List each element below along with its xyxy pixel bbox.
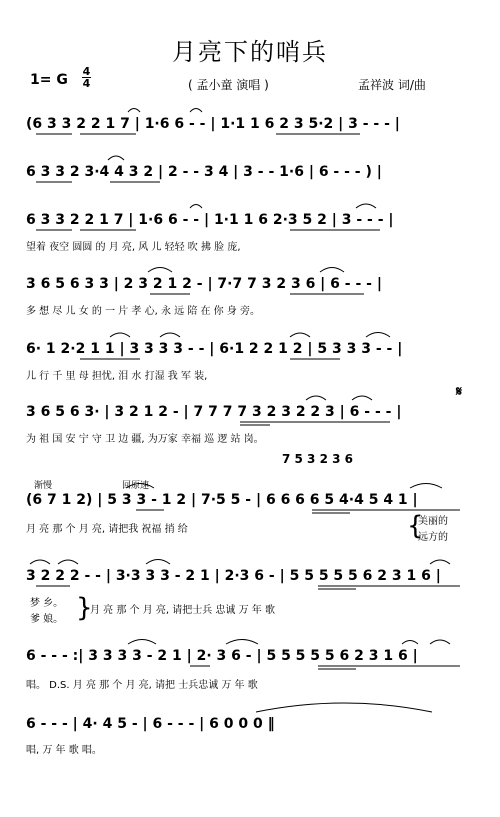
lyric-brace-8: } — [76, 593, 93, 623]
lyric-brace-7: { — [407, 511, 424, 541]
slur-mark — [366, 333, 390, 338]
music-row-2: 6 3 3 2 3·4 4 3 2 | 2 - - 3 4 | 3 - - 1·6 | 6 - - - ) | — [26, 164, 382, 180]
singer-credit: ( 孟小童 演唱 ) — [188, 78, 269, 92]
slur-mark — [410, 484, 442, 489]
alt-lyric-8b: 爹 娘。 — [30, 614, 64, 625]
composer-credit: 孟祥波 词/曲 — [358, 78, 426, 92]
song-title: 月亮下的哨兵 — [172, 38, 328, 66]
music-row-10: 6 - - - | 4· 4 5 - | 6 - - - | 6 0 0 0 ‖ — [26, 716, 275, 732]
alt-lyric-7a: 美丽的 — [418, 516, 448, 527]
music-row-1: (6 3 3 2 2 1 7 | 1·6 6 - - | 1·1 1 6 2 3 5·2 | 3 - - - | — [26, 116, 400, 132]
music-row-5: 6· 1 2·2 1 1 | 3 3 3 3 - - | 6·1 2 2 1 2 | 5 3 3 3 - - | — [26, 341, 403, 357]
lyric-row-8: 月 亮 那 个 月 亮, 请把士兵 忠诚 万 年 歌 — [90, 605, 275, 616]
slur-mark — [126, 484, 154, 489]
slur-mark — [430, 560, 450, 564]
slur-mark — [306, 396, 326, 400]
music-row-3: 6 3 3 2 2 1 7 | 1·6 6 - - | 1·1 1 6 2·3 5 2 | 3 - - - | — [26, 212, 394, 228]
lyric-row-9: 唱。 D.S. 月 亮 那 个 月 亮, 请把 士兵忠诚 万 年 歌 — [26, 680, 258, 691]
slur-mark — [108, 156, 124, 160]
slur-mark — [160, 333, 180, 337]
lyric-row-3: 望着 夜空 圆圆 的 月 亮, 风 儿 轻轻 吹 拂 脸 庞, — [26, 242, 241, 253]
slur-mark — [58, 560, 78, 564]
meter-top: 4 — [82, 65, 91, 78]
alternate-notes-line: 7 5 3 2 3 6 — [282, 452, 353, 466]
slur-mark — [356, 204, 376, 208]
slur-mark — [190, 205, 202, 209]
slur-mark — [128, 109, 140, 113]
lyric-row-4: 多 想 尽 儿 女 的 一 片 孝 心, 永 远 陪 在 你 身 旁。 — [26, 306, 261, 317]
slur-mark — [146, 560, 170, 565]
segno-sign: 𝄋 — [456, 384, 463, 400]
tie-mark — [256, 703, 432, 712]
music-row-7: (6 7 1 2) | 5 3 3 - 1 2 | 7·5 5 - | 6 6 6 6 5 4·4 5 4 1 | — [26, 492, 418, 508]
music-row-9: 6 - - - :| 3 3 3 3 - 2 1 | 2· 3 6 - | 5 5 5 5 5 6 2 3 1 6 | — [26, 648, 418, 664]
music-row-4: 3 6 5 6 3 3 | 2 3 2 1 2 - | 7·7 7 3 2 3 6 | 6 - - - | — [26, 276, 382, 292]
tempo-marking-return: 回原速 — [122, 481, 150, 491]
slur-mark — [352, 396, 372, 400]
slur-mark — [128, 640, 156, 645]
slur-mark — [190, 109, 202, 113]
slur-mark — [430, 640, 450, 644]
lyric-row-6: 为 祖 国 安 宁 守 卫 边 疆, 为万家 幸福 巡 逻 站 岗。 — [26, 434, 264, 445]
slur-mark — [290, 333, 310, 337]
slur-mark — [320, 268, 344, 273]
meter-bottom: 4 — [82, 77, 91, 90]
slur-mark — [402, 641, 418, 645]
music-row-8: 3 2 2 2 - - | 3·3 3 3 - 2 1 | 2·3 6 - | 5 5 5 5 5 6 2 3 1 6 | — [26, 568, 441, 584]
key-signature: 1= G — [30, 72, 68, 88]
slur-mark — [30, 560, 50, 564]
tempo-marking-slow: 渐慢 — [34, 481, 53, 491]
slur-mark — [110, 333, 130, 337]
music-row-6: 3 6 5 6 3· | 3 2 1 2 - | 7 7 7 7 3 2 3 2 2 3 | 6 - - - | — [26, 404, 402, 420]
lyric-row-7: 月 亮 那 个 月 亮, 请把我 祝福 捎 给 — [26, 524, 188, 535]
lyric-row-10: 唱, 万 年 歌 唱。 — [26, 745, 102, 756]
alt-lyric-8a: 梦 乡。 — [30, 598, 64, 609]
lyric-row-5: 儿 行 千 里 母 担忧, 泪 水 打湿 我 军 装, — [26, 371, 208, 382]
alt-lyric-7b: 远方的 — [418, 532, 448, 543]
slur-mark — [226, 640, 258, 645]
slur-mark — [148, 268, 172, 273]
